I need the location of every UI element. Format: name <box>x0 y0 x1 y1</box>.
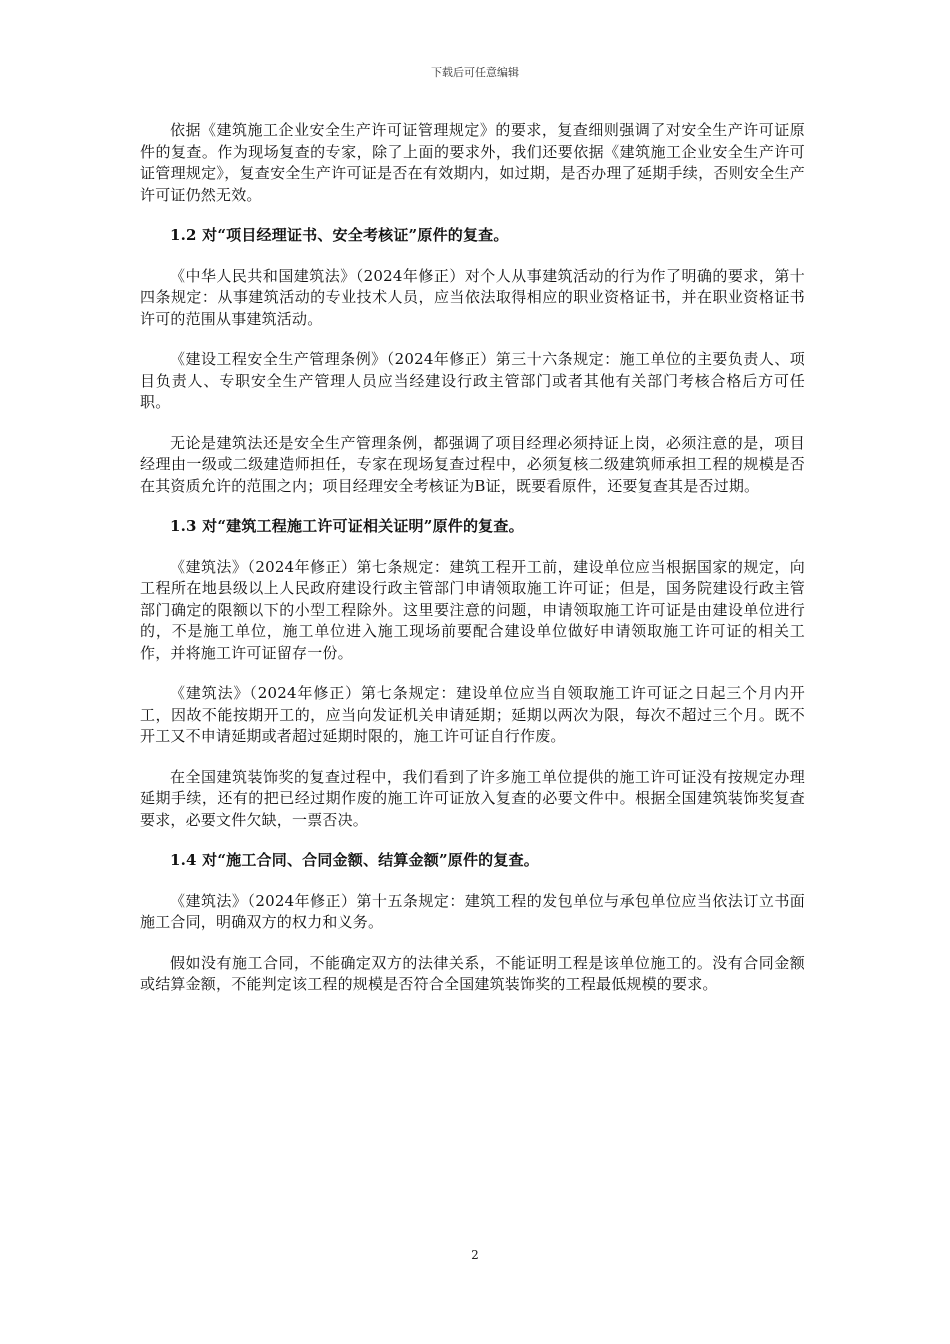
paragraph-safety-license: 依据《建筑施工企业安全生产许可证管理规定》的要求，复查细则强调了对安全生产许可证原件的复查。作为现场复查的专家，除了上面的要求外，我们还要依据《建筑施工企业安全生产许可证管理规定》，复查安全生产许可证是否在有效期内，如过期，是否办理了延期手续，否则安全生产许可证仍然无效。 <box>140 121 805 204</box>
document-body <box>140 120 805 1015</box>
paragraph-permit-application: 《建筑法》（2024年修正）第七条规定：建筑工程开工前，建设单位应当根据国家的规定，向工程所在地县级以上人民政府建设行政主管部门申请领取施工许可证；但是，国务院建设行政主管部门确定的限额以下的小型工程除外。这里要注意的问题，申请领取施工许可证是由建设单位进行的，不是施工单位，施工单位进入施工现场前要配合建设单位做好申请领取施工许可证的相关工作，并将施工许可证留存一份。 <box>140 557 805 662</box>
page-number: 2 <box>471 1248 479 1262</box>
paragraph-review-findings: 在全国建筑装饰奖的复查过程中，我们看到了许多施工单位提供的施工许可证没有按规定办理延期手续，还有的把已经过期作废的施工许可证放入复查的必要文件中。根据全国建筑装饰奖复查要求，必要文件欠缺，一票否决。 <box>140 767 805 829</box>
page-header: 下载后可任意编辑 <box>431 66 519 79</box>
paragraph-safety-regulation: 《建设工程安全生产管理条例》（2024年修正）第三十六条规定：施工单位的主要负责人、项目负责人、专职安全生产管理人员应当经建设行政主管部门或者其他有关部门考核合格后方可任职。 <box>140 350 805 411</box>
section-heading-1-4: 1.4 对“施工合同、合同金额、结算金额”原件的复查。 <box>170 851 539 869</box>
paragraph-project-manager: 无论是建筑法还是安全生产管理条例，都强调了项目经理必须持证上岗，必须注意的是，项目经理由一级或二级建造师担任，专家在现场复查过程中，必须复核二级建筑师承担工程的规模是否在其资质允许的范围之内；项目经理安全考核证为B证，既要看原件，还要复查其是否过期。 <box>140 433 805 495</box>
paragraph-contract-importance: 假如没有施工合同，不能确定双方的法律关系，不能证明工程是该单位施工的。没有合同金额或结算金额，不能判定该工程的规模是否符合全国建筑装饰奖的工程最低规模的要求。 <box>140 953 805 993</box>
paragraph-construction-law: 《中华人民共和国建筑法》（2024年修正）对个人从事建筑活动的行为作了明确的要求，第十四条规定：从事建筑活动的专业技术人员，应当依法取得相应的职业资格证书，并在职业资格证书许可的范围从事建筑活动。 <box>140 266 805 328</box>
paragraph-contract-law: 《建筑法》（2024年修正）第十五条规定：建筑工程的发包单位与承包单位应当依法订立书面施工合同，明确双方的权力和义务。 <box>140 891 805 931</box>
section-heading-1-3: 1.3 对“建筑工程施工许可证相关证明”原件的复查。 <box>170 517 524 535</box>
paragraph-permit-extension: 《建筑法》（2024年修正）第七条规定：建设单位应当自领取施工许可证之日起三个月内开工，因故不能按期开工的，应当向发证机关申请延期；延期以两次为限，每次不超过三个月。既不开工又不申请延期或者超过延期时限的，施工许可证自行作废。 <box>140 684 805 745</box>
section-heading-1-2: 1.2 对“项目经理证书、安全考核证”原件的复查。 <box>170 226 509 244</box>
